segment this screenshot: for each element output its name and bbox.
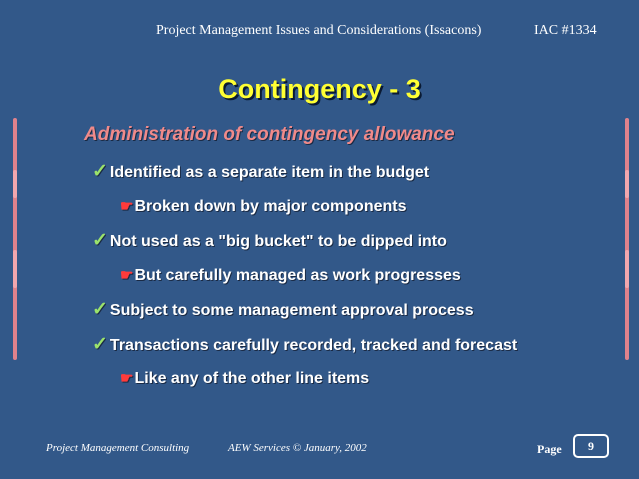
header-code: IAC #1334 [534,23,597,38]
header-title: Project Management Issues and Considerations (Issacons) [156,23,482,38]
page-label: Page [537,442,562,456]
bullet-item [92,333,517,356]
slide-subtitle: Administration of contingency allowance [84,124,455,145]
sub-bullet-text: Like any of the other line items [134,370,370,387]
bullet-text: Not used as a "big bucket" to be dipped into [109,233,447,250]
pointing-hand-icon: ☛ [120,370,134,387]
sub-bullet-item [120,266,461,285]
footer-company: Project Management Consulting [46,442,190,454]
bullet-text: Subject to some management approval process [109,302,474,319]
check-icon: ✓ [92,161,108,182]
sub-bullet-text: Broken down by major components [134,198,407,215]
left-decorative-bar [13,118,17,360]
sub-bullet-item [120,197,406,216]
right-bar-highlight-top [625,170,629,198]
footer-copyright: AEW Services © January, 2002 [228,442,367,454]
bullet-item [92,298,474,321]
sub-bullet-item [120,369,369,388]
bullet-text: Identified as a separate item in the budget [109,164,430,181]
page-number-box: 9 [573,434,609,458]
pointing-hand-icon: ☛ [120,198,134,215]
pointing-hand-icon: ☛ [120,267,134,284]
left-bar-highlight-top [13,170,17,198]
right-decorative-bar [625,118,629,360]
sub-bullet-text: But carefully managed as work progresses [134,267,461,284]
bullet-item [92,160,429,183]
bullet-item [92,229,447,252]
bullet-text: Transactions carefully recorded, tracked and forecast [109,337,518,354]
right-bar-highlight-bottom [625,250,629,288]
check-icon: ✓ [92,334,108,355]
slide-title: Contingency - 3 [218,74,421,104]
left-bar-highlight-bottom [13,250,17,288]
check-icon: ✓ [92,299,108,320]
check-icon: ✓ [92,230,108,251]
